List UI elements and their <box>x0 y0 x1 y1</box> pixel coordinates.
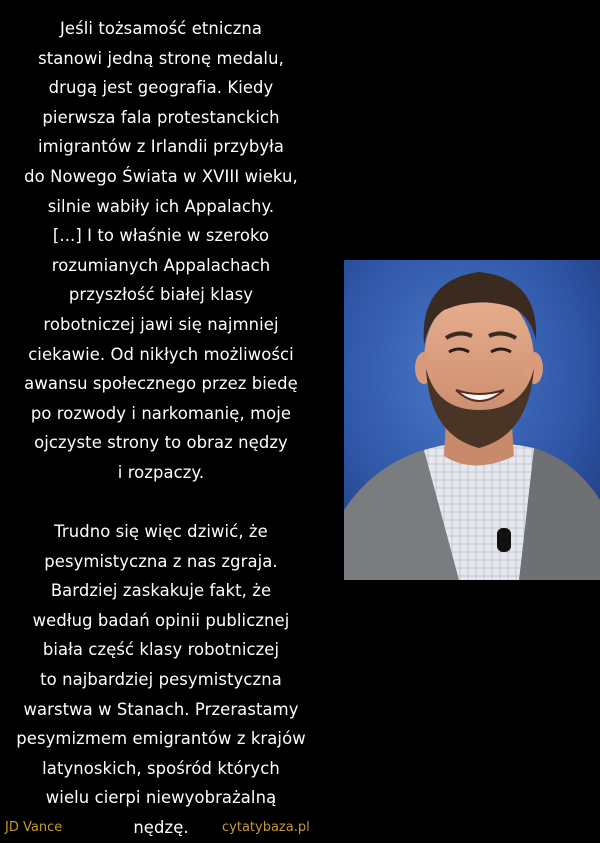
quote-paragraph-2: Trudno się więc dziwić, że pesymistyczna z nas zgraja. Bardziej zaskakuje fakt, że według badań opinii publicznej biała część klasy robotniczej to najbardziej pesymistyczna warstwa w Stanach. Przerastamy pesymizmem emigrantów z krajów latynoskich, spośród których wielu cierpi niewyobrażalną nędzę. <box>16 522 306 838</box>
footer <box>0 818 600 840</box>
site-name[interactable]: cytatybaza.pl <box>222 820 310 835</box>
author-name[interactable]: JD Vance <box>5 820 63 835</box>
author-photo <box>344 260 600 580</box>
quote-text <box>8 14 314 843</box>
quote-paragraph-1: Jeśli tożsamość etniczna stanowi jedną stronę medalu, drugą jest geografia. Kiedy pierwsza fala protestanckich imigrantów z Irlandii przybyła do Nowego Świata w XVIII wieku, silnie wabiły ich Appalachy. [...] I to właśnie w szeroko rozumianych Appalachach przyszłość białej klasy robotniczej jawi się najmniej ciekawie. Od nikłych możliwości awansu społecznego przez biedę po rozwody i narkomanię, moje ojczyste strony to obraz nędzy i rozpaczy. <box>24 19 298 482</box>
